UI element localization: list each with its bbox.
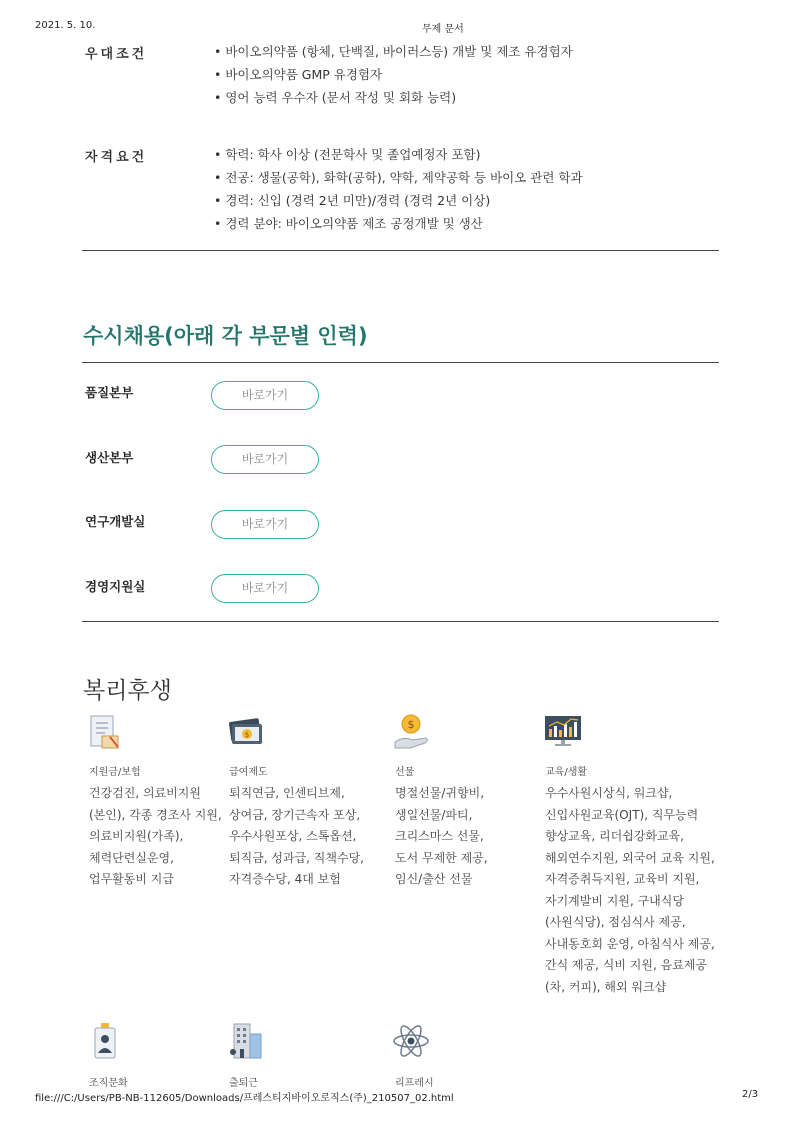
welfare-heading: 복리후생 [83, 678, 172, 704]
svg-text:$: $ [407, 718, 415, 731]
divider [82, 250, 719, 251]
divider [82, 621, 719, 622]
welfare-title-refresh: 리프레시 [395, 1078, 434, 1089]
welfare-gift-text: 명절선물/귀향비, 생일선물/파티, 크리스마스 선물, 도서 무제한 제공, 임신/출산 선물 [395, 786, 488, 886]
welfare-title-support: 지원금/보험 [89, 767, 141, 778]
requirement-item: • 전공: 생물(공학), 화학(공학), 약학, 제약공학 등 바이오 관련 학과 [214, 170, 583, 185]
print-date: 2021. 5. 10. [35, 20, 96, 31]
print-title: 무제 문서 [422, 24, 464, 35]
requirement-item: • 경력 분야: 바이오의약품 제조 공정개발 및 생산 [214, 216, 483, 231]
requirement-item: • 경력: 신입 (경력 2년 미만)/경력 (경력 2년 이상) [214, 193, 491, 208]
go-button-quality[interactable]: 바로가기 [211, 381, 319, 410]
requirement-item: • 학력: 학사 이상 (전문학사 및 졸업예정자 포함) [214, 147, 481, 162]
document-icon [88, 714, 124, 752]
preferred-item: • 바이오의약품 GMP 유경험자 [214, 67, 383, 82]
welfare-title-culture: 조직문화 [89, 1078, 128, 1089]
department-rnd: 연구개발실 [85, 514, 146, 529]
department-management: 경영지원실 [85, 579, 146, 594]
atom-icon [392, 1022, 430, 1060]
preferred-item: • 바이오의약품 (항체, 단백질, 바이러스등) 개발 및 제조 유경험자 [214, 44, 573, 59]
preferred-item: • 영어 능력 우수자 (문서 작성 및 회화 능력) [214, 90, 457, 105]
welfare-title-commute: 출퇴근 [229, 1078, 258, 1089]
go-button-rnd[interactable]: 바로가기 [211, 510, 319, 539]
building-icon [228, 1022, 264, 1060]
department-production: 생산본부 [85, 450, 134, 465]
welfare-support-text: 건강검진, 의료비지원 (본인), 각종 경조사 지원, 의료비지원(가족), 체력단련실운영, 업무활동비 지급 [89, 786, 222, 886]
preferred-label: 우대조건 [85, 47, 148, 62]
welfare-salary-text: 퇴직연금, 인센티브제, 상여금, 장기근속자 포상, 우수사원포상, 스톡옵션, 퇴직금, 성과급, 직책수당, 자격증수당, 4대 보험 [229, 786, 364, 886]
recruit-heading: 수시채용(아래 각 부문별 인력) [83, 324, 368, 348]
go-button-production[interactable]: 바로가기 [211, 445, 319, 474]
department-quality: 품질본부 [85, 385, 134, 400]
go-button-management[interactable]: 바로가기 [211, 574, 319, 603]
chart-monitor-icon [543, 714, 583, 748]
divider [82, 362, 719, 363]
coin-hand-icon [392, 712, 432, 752]
id-badge-icon [92, 1022, 118, 1060]
welfare-title-education: 교육/생활 [545, 767, 588, 778]
welfare-title-gift: 선물 [395, 767, 415, 778]
page-number: 2/3 [742, 1089, 759, 1100]
requirements-label: 자격요건 [85, 150, 148, 165]
welfare-title-salary: 급여제도 [229, 767, 268, 778]
welfare-education-text: 우수사원시상식, 워크샵, 신입사원교육(OJT), 직무능력 향상교육, 리더쉽강화교육, 해외연수지원, 외국어 교육 지원, 자격증취득지원, 교육비 지원, 자기계발비 지원, 구내식당 (사원식당), 점심식사 제공, 사내동호회 운영, 아침식사 제공, 간식 제공, 식비 지원, 음료제공 (차, 커피), 해외 워크샵 [545, 786, 715, 994]
svg-text:$: $ [244, 731, 250, 739]
file-path: file:///C:/Users/PB-NB-112605/Downloads/프레스티지바이오로직스(주)_210507_02.html [35, 1093, 454, 1104]
money-icon [228, 716, 264, 746]
